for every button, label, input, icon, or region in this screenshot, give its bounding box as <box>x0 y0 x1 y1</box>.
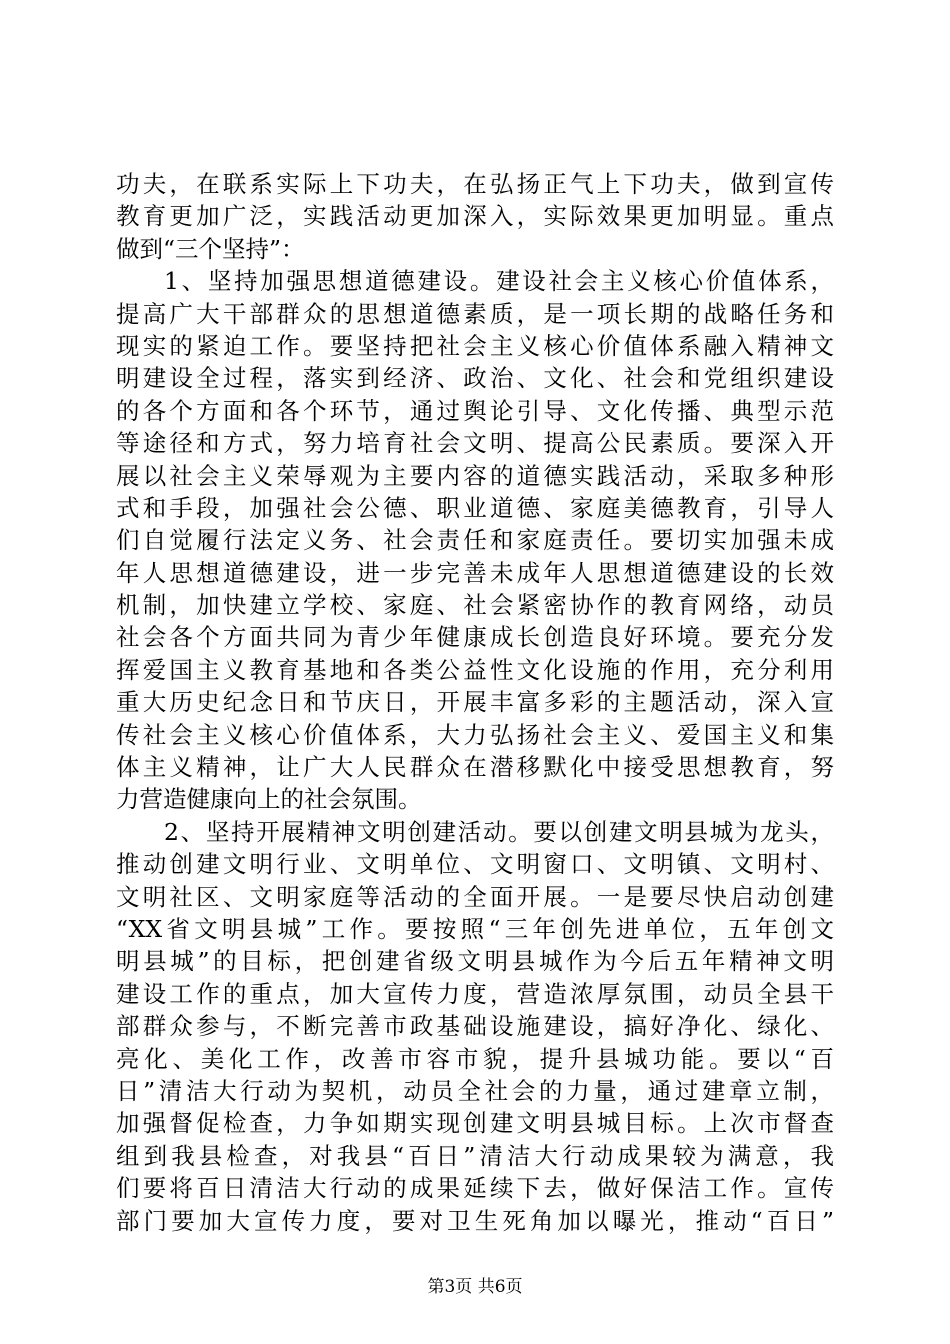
text-line: 明建设全过程，落实到经济、政治、文化、社会和党组织建设 <box>116 364 834 393</box>
text-line: 明县城”的目标，把创建省级文明县城作为今后五年精神文明 <box>116 947 834 976</box>
text-line: 提高广大干部群众的思想道德素质，是一项长期的战略任务和 <box>116 299 834 328</box>
text-line: 亮化、美化工作，改善市容市貌，提升县城功能。要以“百 <box>116 1044 834 1073</box>
text-line: 日”清洁大行动为契机，动员全社会的力量，通过建章立制， <box>116 1076 834 1105</box>
text-line: 体主义精神，让广大人民群众在潜移默化中接受思想教育，努 <box>116 753 834 782</box>
text-line: 机制，加快建立学校、家庭、社会紧密协作的教育网络，动员 <box>116 591 834 620</box>
text-line: 功夫，在联系实际上下功夫，在弘扬正气上下功夫，做到宣传 <box>116 170 834 198</box>
text-line: 做到“三个坚持”： <box>116 234 305 263</box>
text-line: 部群众参与，不断完善市政基础设施建设，搞好净化、绿化、 <box>116 1012 834 1041</box>
text-line: 教育更加广泛，实践活动更加深入，实际效果更加明显。重点 <box>116 202 834 231</box>
text-line: 力营造健康向上的社会氛围。 <box>116 785 422 814</box>
text-line: 1、坚持加强思想道德建设。建设社会主义核心价值体系， <box>164 267 834 296</box>
text-line: 社会各个方面共同为青少年健康成长创造良好环境。要充分发 <box>116 623 834 652</box>
text-line: 文明社区、文明家庭等活动的全面开展。一是要尽快启动创建 <box>116 882 834 911</box>
text-line: 传社会主义核心价值体系，大力弘扬社会主义、爱国主义和集 <box>116 720 834 749</box>
text-line: 2、坚持开展精神文明创建活动。要以创建文明县城为龙头， <box>164 817 834 846</box>
text-line: 推动创建文明行业、文明单位、文明窗口、文明镇、文明村、 <box>116 850 834 879</box>
text-line: 挥爱国主义教育基地和各类公益性文化设施的作用，充分利用 <box>116 655 834 684</box>
text-line: 组到我县检查，对我县“百日”清洁大行动成果较为满意，我 <box>116 1141 834 1170</box>
text-line: 等途径和方式，努力培育社会文明、提高公民素质。要深入开 <box>116 429 834 458</box>
text-line: 们自觉履行法定义务、社会责任和家庭责任。要切实加强未成 <box>116 526 834 555</box>
text-line: 重大历史纪念日和节庆日，开展丰富多彩的主题活动，深入宣 <box>116 688 834 717</box>
text-line: 展以社会主义荣辱观为主要内容的道德实践活动，采取多种形 <box>116 461 834 490</box>
text-line: 们要将百日清洁大行动的成果延续下去，做好保洁工作。宣传 <box>116 1174 834 1203</box>
text-line: 的各个方面和各个环节，通过舆论引导、文化传播、典型示范 <box>116 396 834 425</box>
text-line: 建设工作的重点，加大宣传力度，营造浓厚氛围，动员全县干 <box>116 979 834 1008</box>
text-line: 部门要加大宣传力度，要对卫生死角加以曝光，推动“百日” <box>116 1206 834 1235</box>
text-line: 加强督促检查，力争如期实现创建文明县城目标。上次市督查 <box>116 1109 834 1138</box>
text-line: “XX省文明县城”工作。要按照“三年创先进单位，五年创文 <box>116 914 834 943</box>
page-footer: 第3页 共6页 <box>427 1277 523 1297</box>
document-body <box>116 168 834 1237</box>
text-line: 现实的紧迫工作。要坚持把社会主义核心价值体系融入精神文 <box>116 331 834 360</box>
text-line: 年人思想道德建设，进一步完善未成年人思想道德建设的长效 <box>116 558 834 587</box>
text-line: 式和手段，加强社会公德、职业道德、家庭美德教育，引导人 <box>116 493 834 522</box>
